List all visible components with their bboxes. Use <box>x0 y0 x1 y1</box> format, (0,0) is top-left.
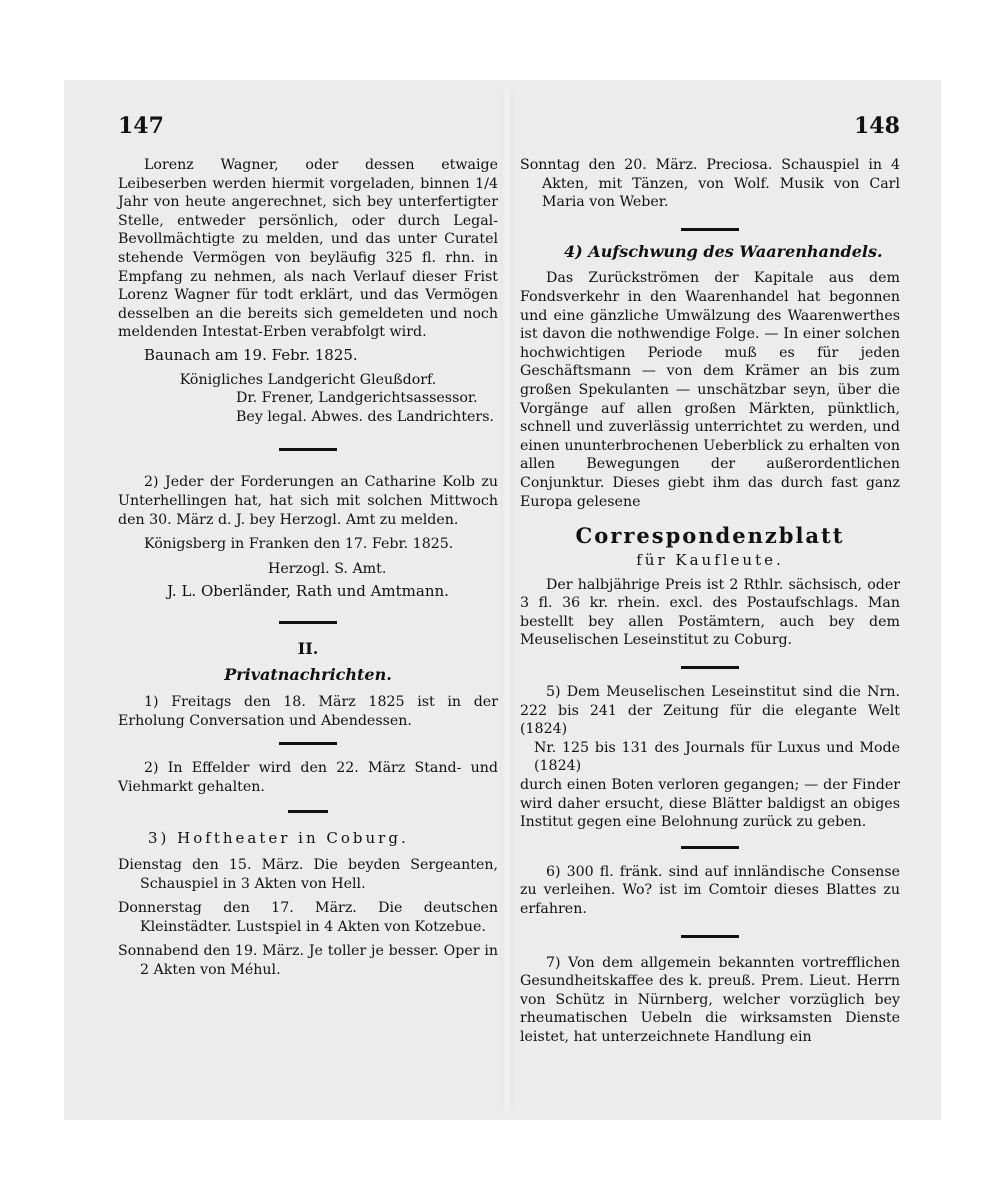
lost-items-line-3: durch einen Boten verloren gegangen; — der Finder wird daher ersucht, diese Blätter baldigst an obiges Institut gegen eine Belohnung zurück zu geben. <box>520 777 900 831</box>
lost-items-line-2: Nr. 125 bis 131 des Journals für Luxus und Mode (1824) <box>534 739 900 775</box>
loan-notice: 6) 300 fl. fränk. sind auf innländische Consense zu verleihen. Wo? ist im Comtoir dieses Blattes zu erfahren. <box>520 863 900 917</box>
theater-heading: 3) Hoftheater in Coburg. <box>148 829 409 848</box>
right-column <box>520 156 900 1047</box>
notice-court-name: Königliches Landgericht Gleußdorf. <box>179 371 437 388</box>
notice-signature-1: Dr. Frener, Landgerichtsassessor. <box>236 390 478 407</box>
separator-rule <box>288 810 328 813</box>
notice-signature-2: Bey legal. Abwes. des Landrichters. <box>236 408 494 425</box>
private-notice-2: 2) In Effelder wird den 22. März Stand- und Viehmarkt gehalten. <box>118 760 498 795</box>
correspondenzblatt-subtitle: für Kaufleute. <box>636 551 784 570</box>
private-notice-1: 1) Freitags den 18. März 1825 ist in der Erholung Conversation und Abendessen. <box>118 694 498 729</box>
page-gutter <box>500 90 514 1110</box>
trade-heading: 4) Aufschwung des Waarenhandels. <box>564 241 883 261</box>
theater-entry-tuesday: Dienstag den 15. März. Die beyden Sergeanten, Schauspiel in 3 Akten von Hell. <box>118 857 498 892</box>
separator-rule <box>279 448 337 451</box>
section-numeral: II. <box>297 638 319 658</box>
section-title: Privatnachrichten. <box>224 665 392 685</box>
notice-place-date: Baunach am 19. Febr. 1825. <box>144 345 358 364</box>
lost-items-line-1: 5) Dem Meuselischen Leseinstitut sind die Nrn. 222 bis 241 der Zeitung für die elegante Welt (1824) <box>520 684 900 738</box>
left-column <box>118 156 498 980</box>
creditor-notice-text: 2) Jeder der Forderungen an Catharine Kolb zu Unterhellingen hat, hat sich mit solchen Mittwoch den 30. März d. J. bey Herzogl. Amt zu melden. <box>118 474 498 528</box>
separator-rule <box>681 228 739 231</box>
separator-rule <box>681 935 739 938</box>
creditor-notice-place-date: Königsberg in Franken den 17. Febr. 1825. <box>144 536 454 553</box>
left-page-number: 147 <box>118 113 164 139</box>
separator-rule <box>279 621 337 624</box>
coffee-notice: 7) Von dem allgemein bekannten vortrefflichen Gesundheitskaffee des k. preuß. Prem. Lieut. Herrn von Schütz in Nürnberg, welcher vorzüglich bey rheumatischen Uebeln die wirksamsten Dienste leistet, hat unterzeichnete Handlung ein <box>520 954 900 1045</box>
correspondenzblatt-title: Correspondenzblatt <box>575 523 845 549</box>
creditor-notice-signature: J. L. Oberländer, Rath und Amtmann. <box>167 582 449 601</box>
court-notice-text: Lorenz Wagner, oder dessen etwaige Leibeserben werden hiermit vorgeladen, binnen 1/4 Jahr von heute angerechnet, sich bey unterfertigter Stelle, entweder persönlich, oder durch Legal-Bevollmächtigte zu melden, und das unter Curatel stehende Vermögen von beyläufig 325 fl. rhn. in Empfang zu nehmen, als nach Verlauf dieser Frist Lorenz Wagner für todt erklärt, und das Vermögen desselben an die bereits sich gemeldeten und noch meldenden Intestat-Erben verabfolgt wird. <box>118 157 498 341</box>
trade-article-text: Das Zurückströmen der Kapitale aus dem Fondsverkehr in den Waarenhandel hat begonnen und eine gänzliche Umwälzung des Waarenwerthes ist davon die nothwendige Folge. — In einer solchen hochwichtigen Periode muß es für jeden Geschäftsmann — von dem Krämer an bis zum großen Spekulanten — unschätzbar seyn, über die Vorgänge auf allen großen Märkten, pünktlich, schnell und zuverlässig unterrichtet zu werden, und einen ununterbrochenen Ueberblick zu erhalten von allen Bewegungen der außerordentlichen Conjunktur. Dieses giebt ihm das durch fast ganz Europa gelesene <box>520 270 900 510</box>
theater-entry-saturday: Sonnabend den 19. März. Je toller je besser. Oper in 2 Akten von Méhul. <box>118 943 498 978</box>
right-page-number: 148 <box>854 113 900 139</box>
separator-rule <box>681 666 739 669</box>
separator-rule <box>279 742 337 745</box>
creditor-notice-office: Herzogl. S. Amt. <box>268 560 387 577</box>
separator-rule <box>681 846 739 849</box>
subscription-info: Der halbjährige Preis ist 2 Rthlr. sächsisch, oder 3 fl. 36 kr. rhein. excl. des Postaufschlags. Man bestellt bey allen Postämtern, auch bey dem Meuselischen Leseinstitut zu Coburg. <box>520 576 900 649</box>
theater-entry-sunday: Sonntag den 20. März. Preciosa. Schauspiel in 4 Akten, mit Tänzen, von Wolf. Musik von Carl Maria von Weber. <box>520 157 900 211</box>
theater-entry-thursday: Donnerstag den 17. März. Die deutschen Kleinstädter. Lustspiel in 4 Akten von Kotzebue. <box>118 900 498 935</box>
